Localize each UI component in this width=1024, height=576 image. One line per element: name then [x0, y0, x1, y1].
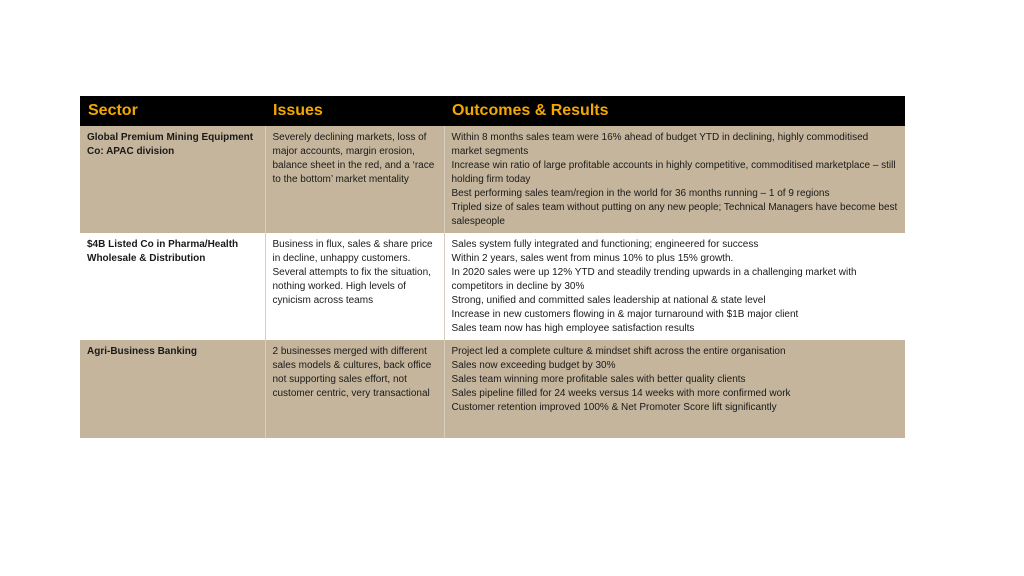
- outcomes-cell: [444, 233, 905, 340]
- sector-cell: $4B Listed Co in Pharma/Health Wholesale & Distribution: [80, 233, 265, 340]
- table-header-row: [80, 96, 905, 126]
- header-sector: Sector: [80, 96, 265, 126]
- table-row: [80, 340, 905, 438]
- table-row: [80, 233, 905, 340]
- results-table: [80, 96, 905, 438]
- issues-cell: Severely declining markets, loss of major accounts, margin erosion, balance sheet in the red, and a ‘race to the bottom’ market mentality: [265, 126, 444, 233]
- outcome-line: Within 8 months sales team were 16% ahead of budget YTD in declining, highly commoditised market segments: [451, 132, 869, 157]
- outcome-line: Project led a complete culture & mindset shift across the entire organisation: [451, 346, 786, 357]
- issues-cell: Business in flux, sales & share price in decline, unhappy customers. Several attempts to fix the situation, nothing worked. High levels of cynicism across teams: [265, 233, 444, 340]
- table-row: [80, 126, 905, 233]
- outcome-line: Best performing sales team/region in the world for 36 months running – 1 of 9 regions: [451, 188, 830, 199]
- outcomes-cell: [444, 340, 905, 438]
- header-issues: Issues: [265, 96, 444, 126]
- outcome-line: Increase win ratio of large profitable accounts in highly competitive, commoditised marketplace – still holding firm today: [451, 160, 896, 185]
- outcome-line: Sales now exceeding budget by 30%: [451, 360, 616, 371]
- outcomes-cell: [444, 126, 905, 233]
- outcome-line: Increase in new customers flowing in & major turnaround with $1B major client: [451, 309, 799, 320]
- outcome-line: In 2020 sales were up 12% YTD and steadily trending upwards in a challenging market with competitors in decline by 30%: [451, 267, 857, 292]
- outcome-line: Sales team now has high employee satisfaction results: [451, 323, 695, 334]
- sector-cell: Agri-Business Banking: [80, 340, 265, 438]
- outcome-line: Within 2 years, sales went from minus 10% to plus 15% growth.: [451, 253, 734, 264]
- outcome-line: Tripled size of sales team without putting on any new people; Technical Managers have become best salespeople: [451, 202, 898, 227]
- sector-cell: Global Premium Mining Equipment Co: APAC division: [80, 126, 265, 233]
- outcome-line: Sales team winning more profitable sales with better quality clients: [451, 374, 746, 385]
- outcome-line: Sales system fully integrated and functioning; engineered for success: [451, 239, 759, 250]
- outcome-line: Strong, unified and committed sales leadership at national & state level: [451, 295, 766, 306]
- outcome-line: Sales pipeline filled for 24 weeks versus 14 weeks with more confirmed work: [451, 388, 791, 399]
- header-outcomes: Outcomes & Results: [444, 96, 905, 126]
- outcome-line: Customer retention improved 100% & Net Promoter Score lift significantly: [451, 402, 777, 413]
- issues-cell: 2 businesses merged with different sales models & cultures, back office not supporting sales effort, not customer centric, very transactional: [265, 340, 444, 438]
